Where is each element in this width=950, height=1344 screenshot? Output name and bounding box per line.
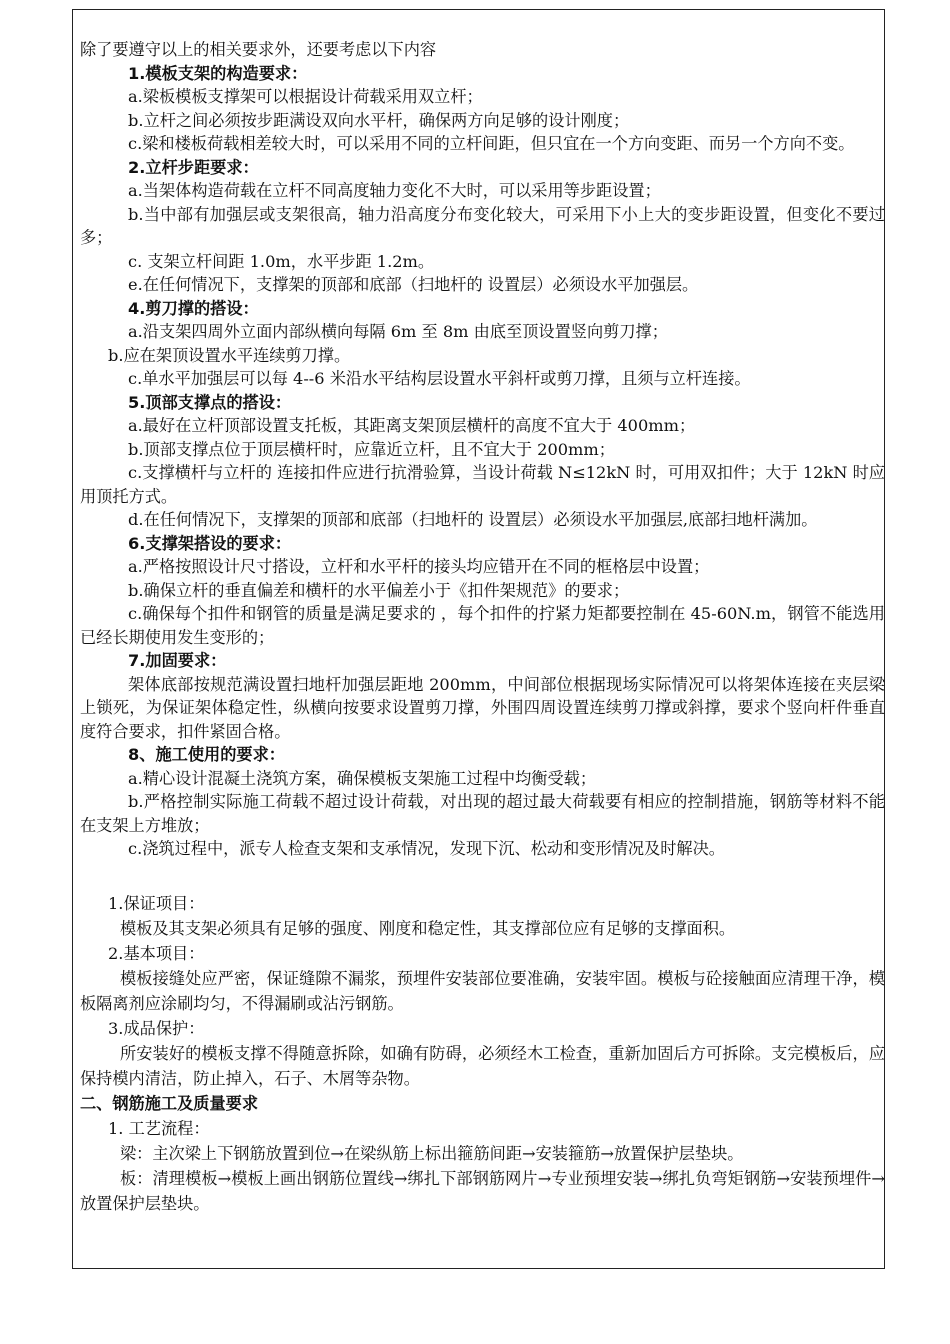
quality-3-body: 所安装好的模板支撑不得随意拆除，如确有防碍，必须经木工检查，重新加固后方可拆除。支完模板后，应保持模内清洁，防止掉入，石子、木屑等杂物。 [80,1043,885,1088]
section-2-item-a: a.当架体构造荷载在立杆不同高度轴力变化不大时，可以采用等步距设置； [128,181,661,200]
section-8-item-b: b.严格控制实际施工荷载不超过设计荷载，对出现的超过最大荷载要有相应的控制措施，钢筋等材料不能在支架上方堆放； [80,792,885,835]
section-5-item-b: b.顶部支撑点位于顶层横杆时，应靠近立杆，且不宜大于 200mm； [128,439,615,459]
section-5-item-d: d.在任何情况下，支撑架的顶部和底部（扫地杆的 设置层）必须设水平加强层,底部扫地杆满加。 [128,510,818,529]
quality-1-heading: 1.保证项目： [108,893,205,913]
section-2-heading: 2.立杆步距要求： [128,157,259,177]
section-6-heading: 6.支撑架搭设的要求： [128,533,292,553]
intro-text: 除了要遵守以上的相关要求外，还要考虑以下内容 [80,40,437,59]
document-frame [72,9,885,1269]
section-8-item-c: c.浇筑过程中，派专人检查支架和支承情况，发现下沉、松动和变形情况及时解决。 [128,839,725,858]
rebar-slab-flow: 板：清理模板→模板上画出钢筋位置线→绑扎下部钢筋网片→专业预埋安装→绑扎负弯矩钢筋→安装预埋件→放置保护层垫块。 [80,1168,885,1213]
section-7-heading: 7.加固要求： [128,651,227,670]
quality-3-heading: 3.成品保护： [108,1018,205,1038]
section-5-item-a: a.最好在立杆顶部设置支托板，其距离支架顶层横杆的高度不宜大于 400mm； [128,416,696,435]
section-7-body: 架体底部按规范满设置扫地杆加强层距地 200mm，中间部位根据现场实际情况可以将架体连接在夹层梁上锁死，为保证架体稳定性，纵横向按要求设置剪刀撑，外围四周设置连续剪刀撑或斜撑，要求个竖向杆件垂直度符合要求，扣件紧固合格。 [80,674,885,741]
section-1-item-c: c.梁和楼板荷载相差较大时，可以采用不同的立杆间距，但只宜在一个方向变距、而另一个方向不变。 [128,134,855,153]
quality-2-heading: 2.基本项目： [108,943,205,963]
section-5-heading: 5.顶部支撑点的搭设： [128,392,292,412]
section-2-item-b: b.当中部有加强层或支架很高，轴力沿高度分布变化较大，可采用下小上大的变步距设置，但变化不要过多； [80,204,885,247]
quality-1-body: 模板及其支架必须具有足够的强度、刚度和稳定性，其支撑部位应有足够的支撑面积。 [120,918,736,938]
section-4-item-b: b.应在架顶设置水平连续剪刀撑。 [108,345,351,365]
document-body [80,38,885,1216]
section-6-item-b: b.确保立杆的垂直偏差和横杆的水平偏差小于《扣件架规范》的要求； [128,580,630,600]
spacer [80,861,885,891]
section-1-item-b: b.立杆之间必须按步距满设双向水平杆，确保两方向足够的设计刚度； [128,110,630,130]
quality-2-body: 模板接缝处应严密，保证缝隙不漏浆，预埋件安装部位要准确，安装牢固。模板与砼接触面应清理干净，模板隔离剂应涂刷均匀，不得漏刷或沾污钢筋。 [80,968,885,1013]
section-2-item-e: e.在任何情况下，支撑架的顶部和底部（扫地杆的 设置层）必须设水平加强层。 [128,275,699,294]
rebar-beam-flow: 梁：主次梁上下钢筋放置到位→在梁纵筋上标出箍筋间距→安装箍筋→放置保护层垫块。 [120,1143,744,1163]
section-4-item-a: a.沿支架四周外立面内部纵横向每隔 6m 至 8m 由底至顶设置竖向剪刀撑； [128,322,668,341]
section-8-item-a: a.精心设计混凝土浇筑方案，确保模板支架施工过程中均衡受载； [128,768,597,788]
section-1-heading: 1.模板支架的构造要求： [128,63,308,83]
section-8-heading: 8、施工使用的要求： [128,745,285,764]
section-1-item-a: a.梁板模板支撑架可以根据设计荷载采用双立杆； [128,87,483,106]
section-6-item-a: a.严格按照设计尺寸搭设，立杆和水平杆的接头均应错开在不同的框格层中设置； [128,557,710,576]
rebar-flow-heading: 1. 工艺流程： [108,1118,210,1138]
section-5-item-c: c.支撑横杆与立杆的 连接扣件应进行抗滑验算，当设计荷载 N≤12kN 时，可用双扣件；大于 12kN 时应用顶托方式。 [80,463,885,506]
section-2-item-c: c. 支架立杆间距 1.0m，水平步距 1.2m。 [128,251,435,271]
section-4-heading: 4.剪刀撑的搭设： [128,298,259,318]
section-6-item-c: c.确保每个扣件和钢管的质量是满足要求的 ，每个扣件的拧紧力矩都要控制在 45-60N.m，钢管不能选用已经长期使用发生变形的； [80,604,885,647]
rebar-section-heading: 二、钢筋施工及质量要求 [80,1093,259,1113]
section-4-item-c: c.单水平加强层可以每 4--6 米沿水平结构层设置水平斜杆或剪刀撑，且须与立杆连接。 [128,369,751,388]
